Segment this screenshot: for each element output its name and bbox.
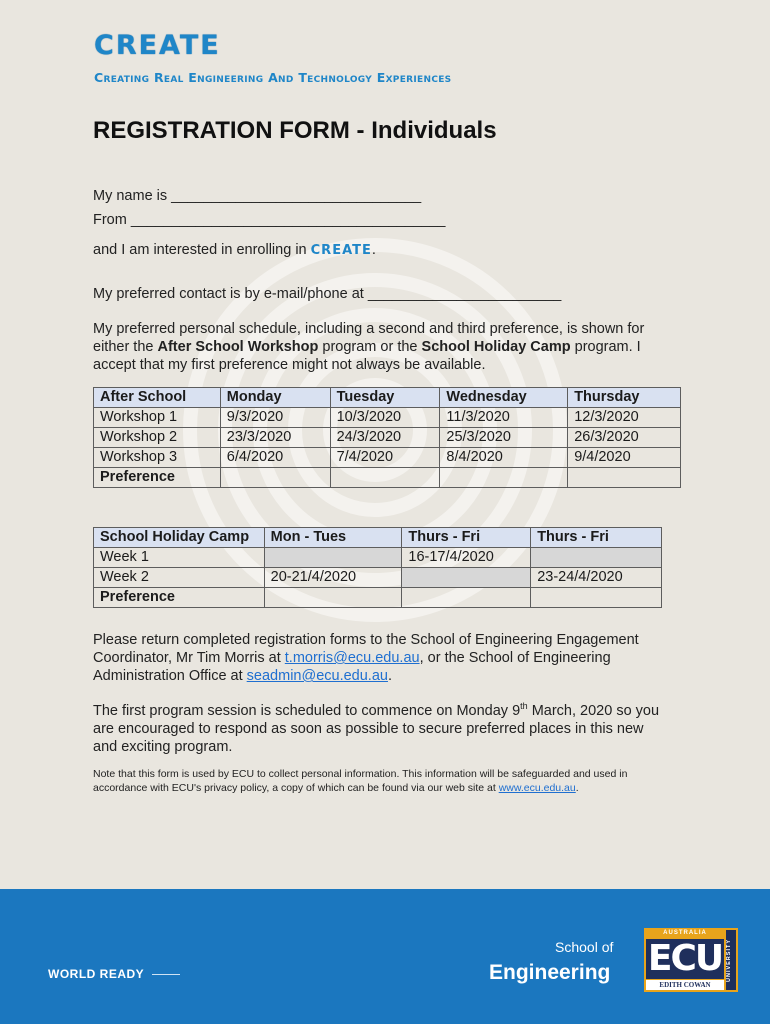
from-label: From [93,212,127,228]
header-cell: Thurs - Fri [531,528,662,548]
preference-label: Preference [94,468,221,488]
table-cell: 9/3/2020 [220,408,330,428]
header-cell: After School [94,388,221,408]
return-text-3: . [387,668,392,684]
table-cell: 10/3/2020 [330,408,440,428]
from-line [93,212,445,228]
return-text-1: Please return completed registration forms to the School of Engineering Engagement Coordinator, Mr Tim Morris at [93,632,639,666]
table-cell: 26/3/2020 [568,428,681,448]
unavailable-cell [402,568,531,588]
ecu-logo-country: AUSTRALIA [663,930,707,936]
schedule-text-1: My preferred personal schedule, including a second and third preference, is shown for either the [93,321,645,355]
table-cell: 24/3/2020 [330,428,440,448]
preference-row [94,468,681,488]
schedule-paragraph [93,320,663,374]
schedule-text-2: program or the [322,339,418,355]
table-row [94,428,681,448]
unavailable-cell [531,548,662,568]
table-cell: 11/3/2020 [440,408,568,428]
after-school-workshop-text: After School Workshop [157,339,319,355]
table-row [94,568,662,588]
table-cell: 12/3/2020 [568,408,681,428]
table-header-row [94,528,662,548]
header-cell: Tuesday [330,388,440,408]
preference-input-monday[interactable] [220,468,330,488]
ordinal-suffix: th [520,701,528,711]
email-link-tmorris[interactable]: t.morris@ecu.edu.au [284,650,420,666]
email-link-seadmin[interactable]: seadmin@ecu.edu.au [246,668,388,684]
ecu-logo-letters: ECU [647,938,723,979]
session-text-2: March, 2020 so you are encouraged to respond as soon as possible to secure preferred places in this new and exciting program. [93,702,660,755]
header-cell: Mon - Tues [264,528,402,548]
ecu-logo [644,928,738,992]
table-cell: Workshop 2 [94,428,221,448]
contact-line [93,286,561,302]
enrol-text: and I am interested in enrolling in [93,242,307,258]
table-cell: 7/4/2020 [330,448,440,468]
name-line [93,188,421,204]
preference-input-mon-tues[interactable] [264,588,402,608]
form-title: REGISTRATION FORM - Individuals [93,117,497,144]
header-cell: Wednesday [440,388,568,408]
table-header-row [94,388,681,408]
table-cell: 25/3/2020 [440,428,568,448]
table-cell: 8/4/2020 [440,448,568,468]
name-field[interactable]: _______________________________ [171,188,422,204]
ecu-logo-name: EDITH COWAN [646,980,724,990]
table-cell: 23/3/2020 [220,428,330,448]
table-cell: Week 1 [94,548,265,568]
preference-input-thurs-fri-1[interactable] [402,588,531,608]
table-row [94,448,681,468]
preference-input-tuesday[interactable] [330,468,440,488]
table-cell: Workshop 1 [94,408,221,428]
ecu-website-link[interactable]: www.ecu.edu.au [498,782,576,794]
table-cell: 20-21/4/2020 [264,568,402,588]
tagline-text: WORLD READY [48,967,145,981]
privacy-note-end: . [575,782,579,794]
table-row [94,548,662,568]
preference-label: Preference [94,588,265,608]
holiday-camp-table [93,527,662,608]
brand-header [94,30,451,85]
privacy-note-text: Note that this form is used by ECU to collect personal information. This information will be safeguarded and used in accordance with ECU's privacy policy, a copy of which can be found via our web site at [93,768,628,794]
inline-brand: CREATE [310,243,372,258]
from-field[interactable]: _______________________________________ [130,212,446,228]
preference-row [94,588,662,608]
name-label: My name is [93,188,168,204]
enrol-suffix: . [371,242,376,258]
header-cell: Thursday [568,388,681,408]
return-paragraph [93,631,663,685]
brand-logo: CREATE [94,30,221,61]
ecu-logo-side: UNIVERSITY [726,930,736,990]
header-cell: Thurs - Fri [402,528,531,548]
world-ready-tagline [48,967,180,981]
unavailable-cell [264,548,402,568]
header-cell: School Holiday Camp [94,528,265,548]
session-text-1: The first program session is scheduled to commence on Monday 9 [93,702,521,719]
engineering-text: Engineering [489,961,611,984]
table-cell: 9/4/2020 [568,448,681,468]
header-cell: Monday [220,388,330,408]
school-of-text: School of [555,939,614,955]
table-cell: 23-24/4/2020 [531,568,662,588]
table-cell: 16-17/4/2020 [402,548,531,568]
session-paragraph [93,697,663,756]
privacy-note [93,767,663,795]
preference-input-thursday[interactable] [568,468,681,488]
school-holiday-camp-text: School Holiday Camp [421,339,571,355]
table-cell: Week 2 [94,568,265,588]
tagline-rule [152,974,180,975]
table-cell: Workshop 3 [94,448,221,468]
contact-label: My preferred contact is by e-mail/phone at [93,286,364,302]
footer-banner [0,889,770,1024]
enrol-line [93,242,376,258]
brand-tagline: Creating Real Engineering And Technology Experiences [94,70,452,85]
preference-input-thurs-fri-2[interactable] [531,588,662,608]
table-cell: 6/4/2020 [220,448,330,468]
table-row [94,408,681,428]
return-text-2: , or the School of Engineering Administration Office at [93,650,611,684]
preference-input-wednesday[interactable] [440,468,568,488]
after-school-table [93,387,681,488]
contact-field[interactable]: ________________________ [367,286,562,302]
schedule-text-3: program. I accept that my first preference might not always be available. [93,339,641,373]
